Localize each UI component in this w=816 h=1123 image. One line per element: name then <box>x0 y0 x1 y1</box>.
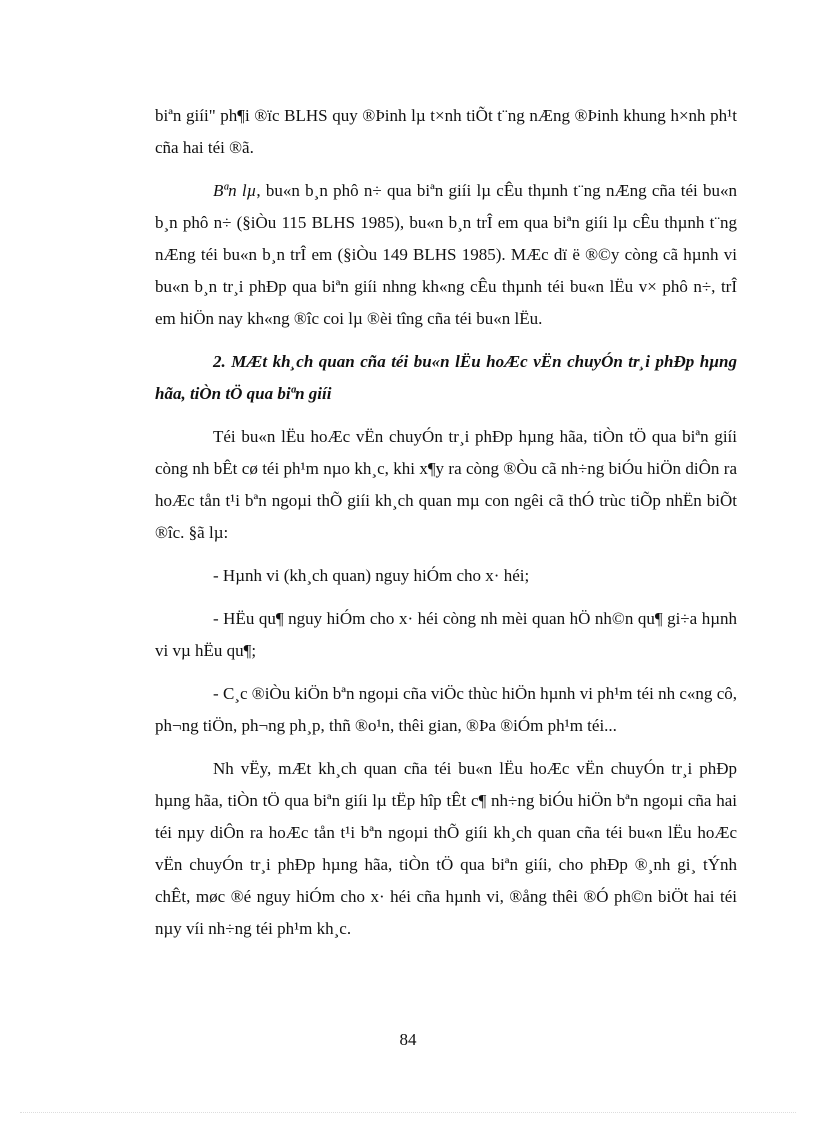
paragraph-lead-italic: Bªn lµ <box>213 181 257 200</box>
paragraph-rest: , bu«n b¸n phô n÷ qua biªn giíi lµ cÊu thµnh t¨ng nÆng cña téi bu«n b¸n phô n÷ (§iÒu 115 BLHS 1985), bu«n b¸n trÎ em qua biªn giíi lµ cÊu thµnh t¨ng nÆng téi bu«n b¸n trÎ em (§iÒu 149 BLHS 1985). MÆc dï ë ®©y còng cã hµnh vi bu«n b¸n tr¸i phÐp qua biªn giíi nhng kh«ng cÊu thµnh téi bu«n lËu v× phô n÷, trÎ em hiÖn nay kh«ng ®îc coi lµ ®èi tîng cña téi bu«n lËu. <box>155 181 737 328</box>
list-item-conditions: - C¸c ®iÒu kiÖn bªn ngoµi cña viÖc thùc hiÖn hµnh vi ph¹m téi nh c«ng cô, ph¬ng tiÖn, ph¬ng ph¸p, thñ ®o¹n, thêi gian, ®Þa ®iÓm ph¹m téi... <box>155 684 737 735</box>
paragraph-ben-la <box>155 175 737 335</box>
paragraph-continuation: biªn giíi" ph¶i ®ïc BLHS quy ®Þinh lµ t×nh tiÕt t¨ng nÆng ®Þinh khung h×nh ph¹t cña hai téi ®ã. <box>155 106 737 157</box>
page-number: 84 <box>399 1030 417 1049</box>
list-item-behavior: - Hµnh vi (kh¸ch quan) nguy hiÓm cho x· héi; <box>213 566 530 585</box>
body-text <box>155 100 737 956</box>
page-bottom-divider <box>20 1112 796 1113</box>
section-heading: 2. MÆt kh¸ch quan cña téi bu«n lËu hoÆc vËn chuyÓn tr¸i phÐp hµng hãa, tiÒn tÖ qua biªn giíi <box>155 352 737 403</box>
paragraph-conclusion: Nh vËy, mÆt kh¸ch quan cña téi bu«n lËu hoÆc vËn chuyÓn tr¸i phÐp hµng hãa, tiÒn tÖ qua biªn giíi lµ tËp hîp tÊt c¶ nh÷ng biÓu hiÖn bªn ngoµi cña hai téi nµy diÔn ra hoÆc tån t¹i bªn ngoµi thÕ giíi kh¸ch quan cña téi bu«n lËu hoÆc vËn chuyÓn tr¸i phÐp hµng hãa, tiÒn tÖ qua biªn giíi, cho phÐp ®¸nh gi¸ tÝnh chÊt, møc ®é nguy hiÓm cho x· héi cña hµnh vi, ®ång thêi ®Ó ph©n biÖt hai téi nµy víi nh÷ng téi ph¹m kh¸c. <box>155 759 737 938</box>
paragraph-intro: Téi bu«n lËu hoÆc vËn chuyÓn tr¸i phÐp hµng hãa, tiÒn tÖ qua biªn giíi còng nh bÊt cø téi ph¹m nµo kh¸c, khi x¶y ra còng ®Òu cã nh÷ng biÓu hiÖn diÔn ra hoÆc tån t¹i bªn ngoµi thÕ giíi kh¸ch quan mµ con ngêi cã thÓ trùc tiÕp nhËn biÕt ®îc. §ã lµ: <box>155 427 737 542</box>
list-item-consequence: - HËu qu¶ nguy hiÓm cho x· héi còng nh mèi quan hÖ nh©n qu¶ gi÷a hµnh vi vµ hËu qu¶; <box>155 609 737 660</box>
